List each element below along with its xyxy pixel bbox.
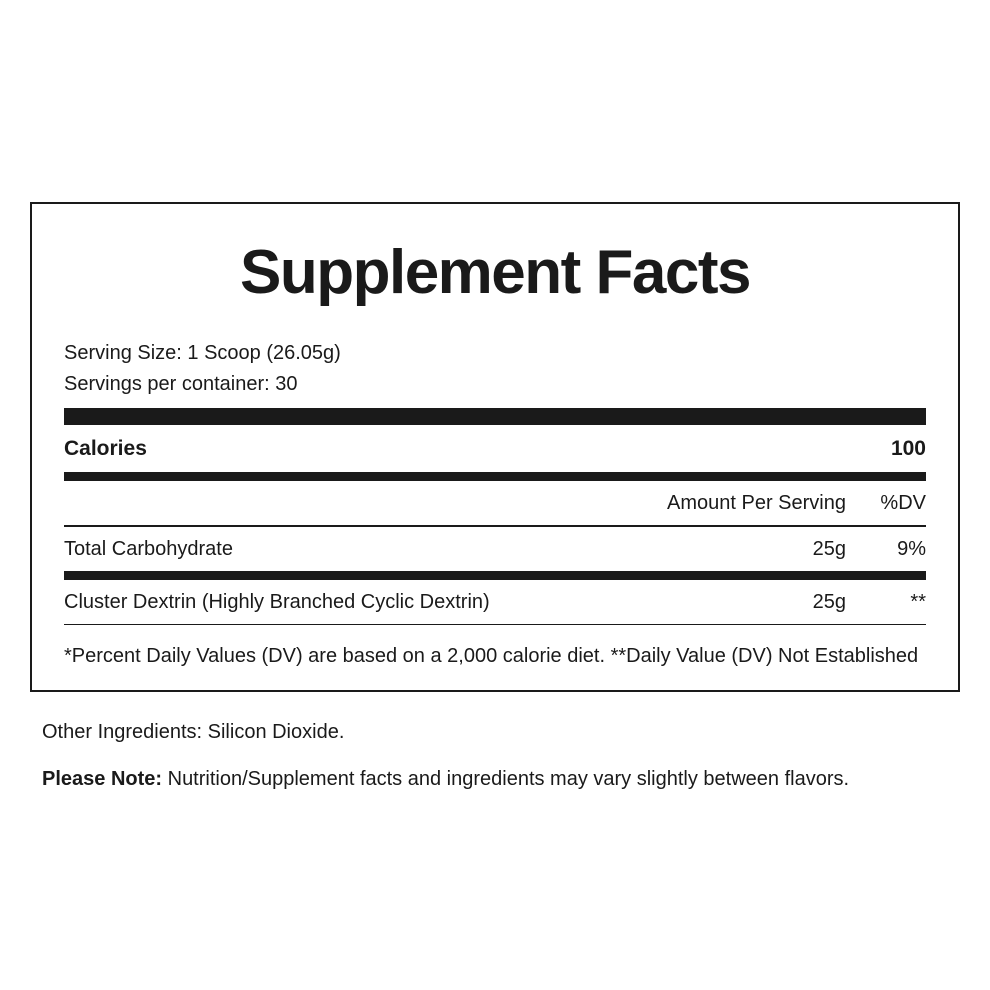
nutrient-amount: 25g <box>812 537 846 560</box>
table-row <box>48 527 942 571</box>
nutrient-daily-value: ** <box>910 590 926 613</box>
other-ingredients-text: Other Ingredients: Silicon Dioxide. <box>42 721 345 743</box>
column-header-row <box>48 481 942 525</box>
column-header-daily-value: %DV <box>880 492 926 514</box>
divider-thick-top <box>64 408 926 425</box>
nutrient-daily-value: 9% <box>897 537 926 560</box>
serving-size-text: Serving Size: 1 Scoop (26.05g) <box>64 342 341 364</box>
nutrient-label: Cluster Dextrin (Highly Branched Cyclic Dextrin) <box>64 590 490 613</box>
nutrient-amount: 25g <box>812 590 846 613</box>
supplement-facts-panel <box>30 202 960 692</box>
divider-medium-below-carbohydrate <box>64 571 926 580</box>
calories-row <box>48 425 942 472</box>
please-note-text <box>42 765 849 793</box>
nutrient-label: Total Carbohydrate <box>64 537 233 560</box>
column-header-amount-per-serving: Amount Per Serving <box>667 492 846 514</box>
calories-label: Calories <box>64 437 147 460</box>
please-note-body: Nutrition/Supplement facts and ingredients may vary slightly between flavors. <box>162 768 850 790</box>
calories-value: 100 <box>890 437 926 460</box>
page-title: Supplement Facts <box>240 238 750 307</box>
daily-value-footnote: *Percent Daily Values (DV) are based on a 2,000 calorie diet. **Daily Value (DV) Not Established <box>64 645 919 667</box>
servings-per-container-text: Servings per container: 30 <box>64 373 298 395</box>
divider-medium-below-calories <box>64 472 926 481</box>
please-note-prefix: Please Note: <box>42 768 163 790</box>
table-row <box>48 580 942 624</box>
